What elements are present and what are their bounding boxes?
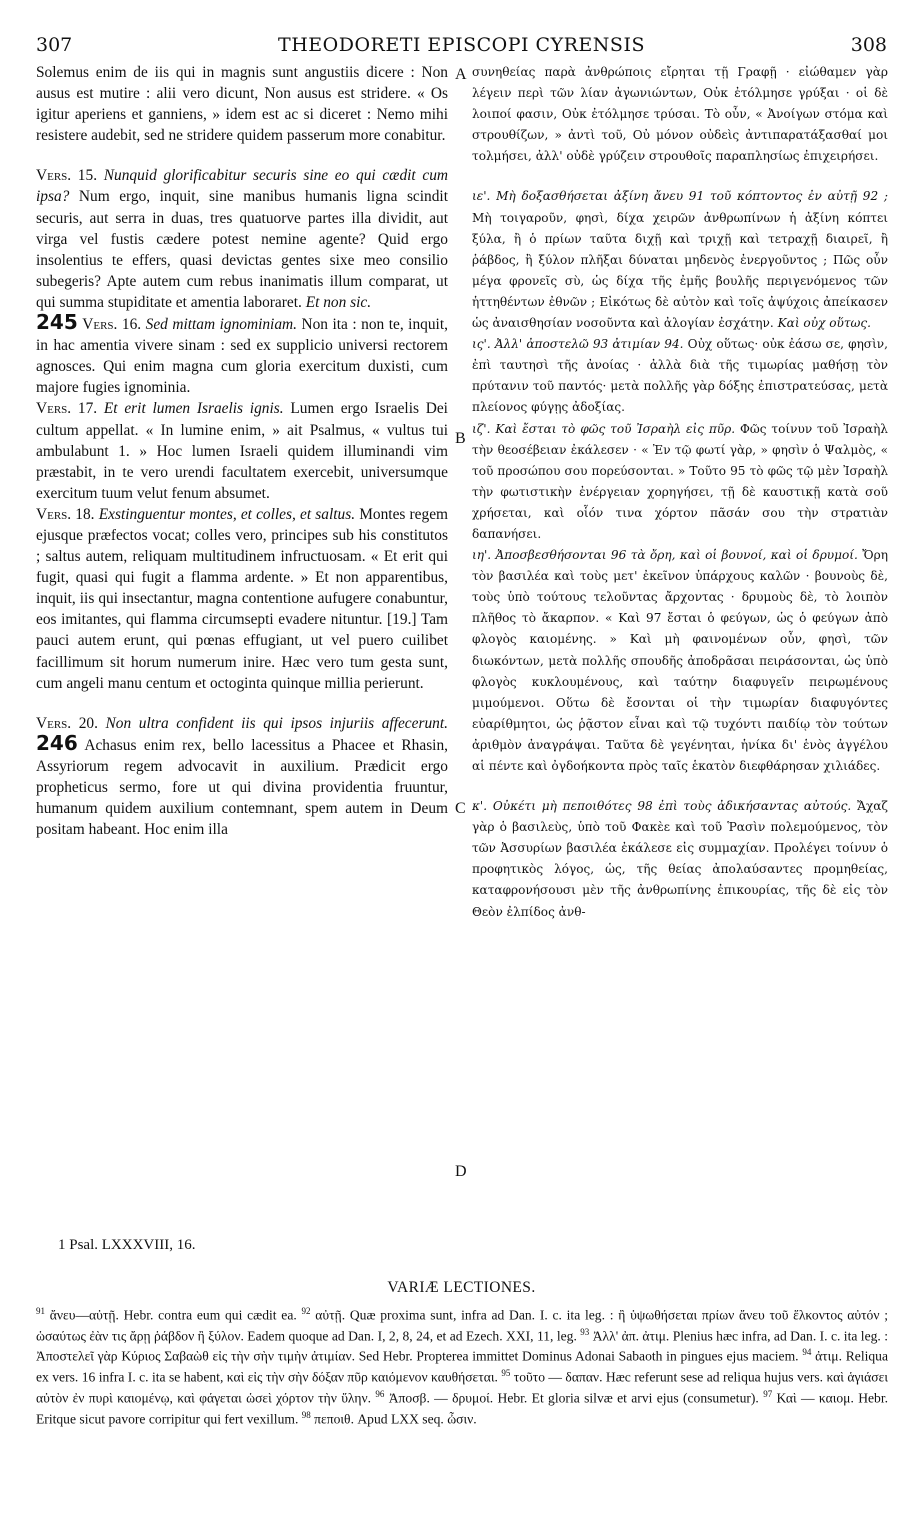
latin-paragraph: Vers. 18. Exstinguentur montes, et colles, et saltus. Montes regem ejusque præfectos vocat; colles vero, principes sub his constitutos ; saltus autem, reliquam multitudinem infructuosam. « Et erit qui fugit, quasi qui fugit a flamma ardente. » Et non apparentibus, inquit, iis qui insectantur, magna contentione aufugere conabuntur, eos imitantes, qui flamma circumsepti evadere nituntur. [19.] Tam pauci autem erunt, qui pœnas effugiant, ut vel puero cuilibet facillimum sit horum numerum inire. Hæc vero tum gesta sunt, cum angeli manu centum et octoginta quinque millia perierunt. — [36, 505, 449, 692]
latin-paragraph: 245 Vers. 16. Sed mittam ignominiam. Non ita : non te, inquit, in hac amentia vivere sinam : sed ex supplicio universi rectorem agnosces. Qui enim magna cum gloria exercitum duxisti, cum majore fugies ignominia. — [36, 310, 448, 397]
greek-column — [472, 62, 888, 923]
running-title: THEODORETI EPISCOPI CYRENSIS — [278, 34, 645, 56]
variant-note: Καὶ — καιομ. Hebr. Eritque sicut pavore corripitur qui fert vexillum. — [36, 1390, 889, 1427]
latin-column — [36, 62, 448, 840]
variant-note: Ἀποσβ. — δρυμοί. Hebr. Et gloria silvæ et arvi ejus (consumetur). — [388, 1390, 759, 1406]
margin-letter-c: C — [455, 800, 466, 817]
greek-paragraph: συνηθείας παρὰ ἀνθρώποις εἴρηται τῇ Γραφῇ · εἰώθαμεν γὰρ λέγειν περὶ τῶν λίαν ἀγωνιώντων, Οὐκ ἐτόλμησε γρύξαι · οἱ δὲ λοιποί φασιν, Οὐκ ἐτόλμησε τρύσαι. Τὸ οὖν, « Ἀνοίγων στόμα καὶ στρουθίζων, » ἀντὶ τοῦ, Οὐ μόνον οὐδεὶς ἀντιπαρατάξασθαί μοι τολμήσει, ἀλλ' οὐδὲ γρύζειν στρουθοῖς παραπλησίως ἐπιχειρήσει. — [472, 65, 888, 164]
latin-paragraph: Vers. 15. Nunquid glorificabitur securis sine eo qui cædit cum ipsa? Num ergo, inquit, sine manibus humanis ligna scindit securis, aut serra in duas, tres quatuorve partes illa dividit, aut virga vel fustis cædere potest nemine agente? Quid ergo insolentius te effers, quasi devictas gentes sixe meo consilio subegeris? Apte autem cum rebus inanimatis illum comparat, ut qui summa stupiditate et amentia laboraret. Et non sic. — [36, 167, 449, 311]
verse-heading: ιζ'. Καὶ ἔσται τὸ φῶς τοῦ Ἰσραὴλ εἰς πῦρ. — [472, 421, 736, 436]
verse-heading: ις'. Ἀλλ' ἀποστελῶ 93 ἀτιμίαν 94. — [472, 337, 684, 352]
verse-label: Vers. 18. — [36, 505, 95, 523]
latin-paragraph: Vers. 20. Non ultra confident iis qui ipsos injuriis affecerunt. 246 Achasus enim rex, bello lacessitus a Phacee et Rhasin, Assyriorum regem advocavit in auxilium. Prædicit ergo propheticus sermo, fore ut qui divina providentia fruuntur, humanum quidem auxilium contemnant, spem autem in Deum positam habeant. Hoc enim illa — [36, 714, 449, 839]
page-header — [36, 34, 887, 58]
verse-label: Vers. 20. — [36, 714, 98, 732]
column-number: 245 — [36, 310, 78, 335]
margin-letter-d: D — [455, 1163, 467, 1180]
footnote: 1 Psal. LXXXVIII, 16. — [58, 1237, 196, 1253]
verse-quote: Nunquid glorificabitur securis sine eo qui cædit cum ipsa? — [36, 167, 449, 206]
latin-paragraph: Vers. 17. Et erit lumen Israelis ignis. Lumen ergo Israelis Dei cultum appellat. « In lumine enim, » ait Psalmus, « vultus tui ambulabunt 1. » Hoc lumen Israeli quidem illuminandi vim præstabit, in te vero urendi facultatem exercebit, universumque exercitum tuum velut fenum absumet. — [36, 400, 448, 502]
verse-quote: Et erit lumen Israelis ignis. — [103, 400, 284, 418]
variant-note: τοῦτο — δαπαν. Hæc referunt sese ad reliqua hujus vers. καὶ ἁγιάσει αὐτὸν ἐν πυρὶ καιομένῳ, καὶ φάγεται ὡσεὶ χόρτον τὴν ὕλην. — [36, 1369, 888, 1406]
variae-heading: VARIÆ LECTIONES. — [387, 1279, 536, 1296]
verse-quote: Sed mittam ignominiam. — [145, 316, 297, 334]
variant-note: ἄνευ—αὐτῇ. Hebr. contra eum qui cædit ea. — [49, 1307, 297, 1323]
greek-paragraph: κ'. Οὐκέτι μὴ πεποιθότες 98 ἐπὶ τοὺς ἀδικήσαντας αὐτούς. Ἄχαζ γὰρ ὁ βασιλεὺς, ὑπὸ τοῦ Φακὲε καὶ τοῦ Ῥασὶν πολεμούμενος, τὸν τῶν Ἀσσυρίων βασιλέα ἐκάλεσε εἰς συμμαχίαν. Προλέγει τοίνυν ὁ προφητικὸς λόγος, ὡς, τῆς θείας ἀπολαύσαντες προμηθείας, καταφρονήσουσι μὲν τῆς ἀνθρωπίνης ἐπικουρίας, τῆς δὲ εἰς τὸν Θεὸν ἐλπίδος ἀνθ- — [472, 799, 888, 919]
column-number: 246 — [36, 730, 78, 755]
greek-paragraph: ις'. Ἀλλ' ἀποστελῶ 93 ἀτιμίαν 94. Οὐχ οὕτως· οὐκ ἐάσω σε, φησὶν, ἐπὶ ταυτησὶ τῆς ἀνοίας · ἀλλὰ διὰ τῆς τιμωρίας μαθήσῃ τὸν πρύτανιν τοῦ παντός· μετὰ πολλῆς γὰρ δόξης ἐπιστρατεύσας, μετὰ πλείονος φύγῃς ἀδοξίας. — [472, 337, 889, 415]
variae-lectiones: $^{91}$ ἄνευ—αὐτῇ. Hebr. contra eum qui cædit ea. $^{92}$ αὐτῇ. Quæ proxima sunt, infra ad Dan. I. c. ita leg. : ἢ ὑψωθήσεται πρίων ἄνευ τοῦ ἕλκοντος αὐτόν ; ὡσαύτως ἐὰν τις ἄρῃ ῥάβδον ἢ ξύλον. Eadem quoque ad Dan. I, 2, 8, 24, et ad Ezech. XXI, 11, leg. $^{93}$ Ἀλλ' ἀπ. ἀτιμ. Plenius hæc infra, ad Dan. I. c. ita leg. : Ἀποστελεῖ γὰρ Κύριος Σαβαὼθ εἰς τὴν σὴν τιμὴν ἀτιμίαν. Sed Hebr. Propterea immittet Dominus Adonai Sabaoth in pingues ejus maciem. $^{94}$ ἀτιμ. Reliqua ex vers. 16 infra I. c. ita se habent, καὶ εἰς τὴν σὴν δόξαν πῦρ καιόμενον καυθήσεται. $^{95}$ τοῦτο — δαπαν. Hæc referunt sese ad reliqua hujus vers. καὶ ἁγιάσει αὐτὸν ἐν πυρὶ καιομένῳ, καὶ φάγεται ὡσεὶ χόρτον τὴν ὕλην. $^{96}$ Ἀποσβ. — δρυμοί. Hebr. Et gloria silvæ et arvi ejus (consumetur). $^{97}$ Καὶ — καιομ. Hebr. Eritque sicut pavore corripitur qui fert vexillum. $^{98}$ πεποιθ. Apud LXX seq. ὦσιν. — [36, 1306, 889, 1427]
variant-note: αὐτῇ. Quæ proxima sunt, infra ad Dan. I. c. ita leg. : ἢ ὑψωθήσεται πρίων ἄνευ τοῦ ἕλκοντος αὐτόν ; ὡσαύτως ἐὰν τις ἄρῃ ῥάβδον ἢ ξύλον. Eadem quoque ad Dan. I, 2, 8, 24, et ad Ezech. XXI, 11, leg. — [36, 1307, 889, 1344]
latin-paragraph: Solemus enim de iis qui in magnis sunt angustiis dicere : Non ausus est mutire : alii vero dicunt, Non ausus est stridere. « Os igitur aperiens et ganniens, » idem est ac si diceret : Nemo mihi resistere audebit, sed ne stridere quidem passerum more conabitur. — [36, 64, 448, 145]
verse-heading: ιη'. Ἀποσβεσθήσονται 96 τὰ ὄρη, καὶ οἱ βουνοί, καὶ οἱ δρυμοί. — [472, 548, 858, 563]
variant-note: ἀτιμ. Reliqua ex vers. 16 infra I. c. ita se habent, καὶ εἰς τὴν σὴν δόξαν πῦρ καιόμενον καυθήσεται. — [36, 1349, 889, 1385]
verse-quote: Non ultra confident iis qui ipsos injuriis affecerunt. — [105, 714, 448, 732]
greek-paragraph: ιη'. Ἀποσβεσθήσονται 96 τὰ ὄρη, καὶ οἱ βουνοί, καὶ οἱ δρυμοί. Ὄρη τὸν βασιλέα καὶ τοὺς μετ' ἐκεῖνον ὑπάρχους καλῶν · βουνοὺς δὲ, τοὺς ὑπὸ τούτους τελοῦντας ἄρχοντας · δρυμοὺς δὲ, τὸ λοιπὸν πλῆθος τὸ ἄκαρπον. « Καὶ 97 ἔσται ὁ φεύγων, ὡς ὁ φεύγων ἀπὸ φλογὸς καιομένης. » Καὶ μὴ φαινομένων οὖν, φησὶ, τῶν διωκόντων, μετὰ πολλῆς σπουδῆς ἀποδρᾶσαι πειράσονται, ὡς ὑπὸ φλογὸς κυκλουμένους, καὶ ταύτην διαφυγεῖν πειρωμένους μιμούμενοι. Οὕτω δὲ ἔσονται οἱ τὴν τιμωρίαν διαφυγόντες εὐαρίθμητοι, ὡς ῥᾷστον εἶναι καὶ τῷ τυχόντι παιδίῳ τὸν τούτων ἀριθμὸν ἀναγράψαι. Ταῦτα δὲ γεγένηται, ἡνίκα δι' ἑνὸς ἀγγέλου αἱ πέντε καὶ ὀγδοήκοντα πρὸς ταῖς ἑκατὸν διεφθάρησαν χιλιάδες. — [472, 548, 888, 773]
greek-paragraph: ιζ'. Καὶ ἔσται τὸ φῶς τοῦ Ἰσραὴλ εἰς πῦρ. Φῶς τοίνυν τοῦ Ἰσραὴλ τὴν θεοσέβειαν ἐκάλεσεν · « Ἐν τῷ φωτί γὰρ, » φησὶν ὁ Ψαλμὸς, « τοῦ προσώπου σου πορεύσονται. » Τοῦτο 95 τὸ φῶς τῷ μὲν Ἰσραὴλ τὴν φωτιστικὴν ἐνέργειαν χορηγήσει, τῇ δὲ καυστικῇ κατὰ σοῦ χρήσεται, καὶ οἷόν τινα χόρτον πᾶσάν σου τὴν στρατιὰν δαπανήσει. — [472, 421, 888, 541]
verse-quote: Exstinguentur montes, et colles, et saltus. — [98, 505, 356, 523]
verse-label: Vers. 17. — [36, 400, 98, 418]
greek-paragraph: ιε'. Μὴ δοξασθήσεται ἀξίνη ἄνευ 91 τοῦ κόπτοντος ἐν αὐτῇ 92 ; Μὴ τοιγαροῦν, φησὶ, δίχα χειρῶν ἀνθρωπίνων ἡ ἀξίνη κόπτει ξύλα, ἢ ὁ πρίων ταῦτα διχῇ καὶ τριχῇ καὶ τετραχῇ διαιρεῖ, ἢ ῥάβδος, ἢ ξύλον πλῆξαι δύναται μηδενὸς ἐνεργοῦντος ; Πῶς οὖν μέγα φρονεῖς σὺ, ὡς δίχα τῆς ἐμῆς βουλῆς περιγενόμενος τῶν ἡττηθέντων ἐθνῶν ; Εἰκότως δὲ αὐτὸν καὶ τοῖς ἀψύχοις ἀπείκασεν ὡς ἀναισθησίαν νοσοῦντα καὶ ἀλογίαν ἐσχάτην. Καὶ οὐχ οὕτως. — [472, 189, 888, 331]
margin-letter-b: B — [455, 430, 466, 447]
verse-heading: ιε'. Μὴ δοξασθήσεται ἀξίνη ἄνευ 91 τοῦ κόπτοντος ἐν αὐτῇ 92 ; — [472, 189, 888, 204]
page-number-right: 308 — [850, 34, 887, 56]
margin-letter-a: A — [455, 66, 467, 83]
verse-heading: κ'. Οὐκέτι μὴ πεποιθότες 98 ἐπὶ τοὺς ἀδικήσαντας αὐτούς. — [472, 799, 852, 814]
verse-label: Vers. 15. — [36, 167, 98, 185]
page-number-left: 307 — [36, 34, 73, 56]
verse-label: Vers. 16. — [82, 316, 142, 334]
variant-note: πεποιθ. Apud LXX seq. ὦσιν. — [314, 1411, 477, 1427]
variant-note: Ἀλλ' ἀπ. ἀτιμ. Plenius hæc infra, ad Dan. I. c. ita leg. : Ἀποστελεῖ γὰρ Κύριος Σαβαὼθ εἰς τὴν σὴν τιμὴν ἀτιμίαν. Sed Hebr. Propterea immittet Dominus Adonai Sabaoth in pingues ejus maciem. — [36, 1328, 889, 1364]
